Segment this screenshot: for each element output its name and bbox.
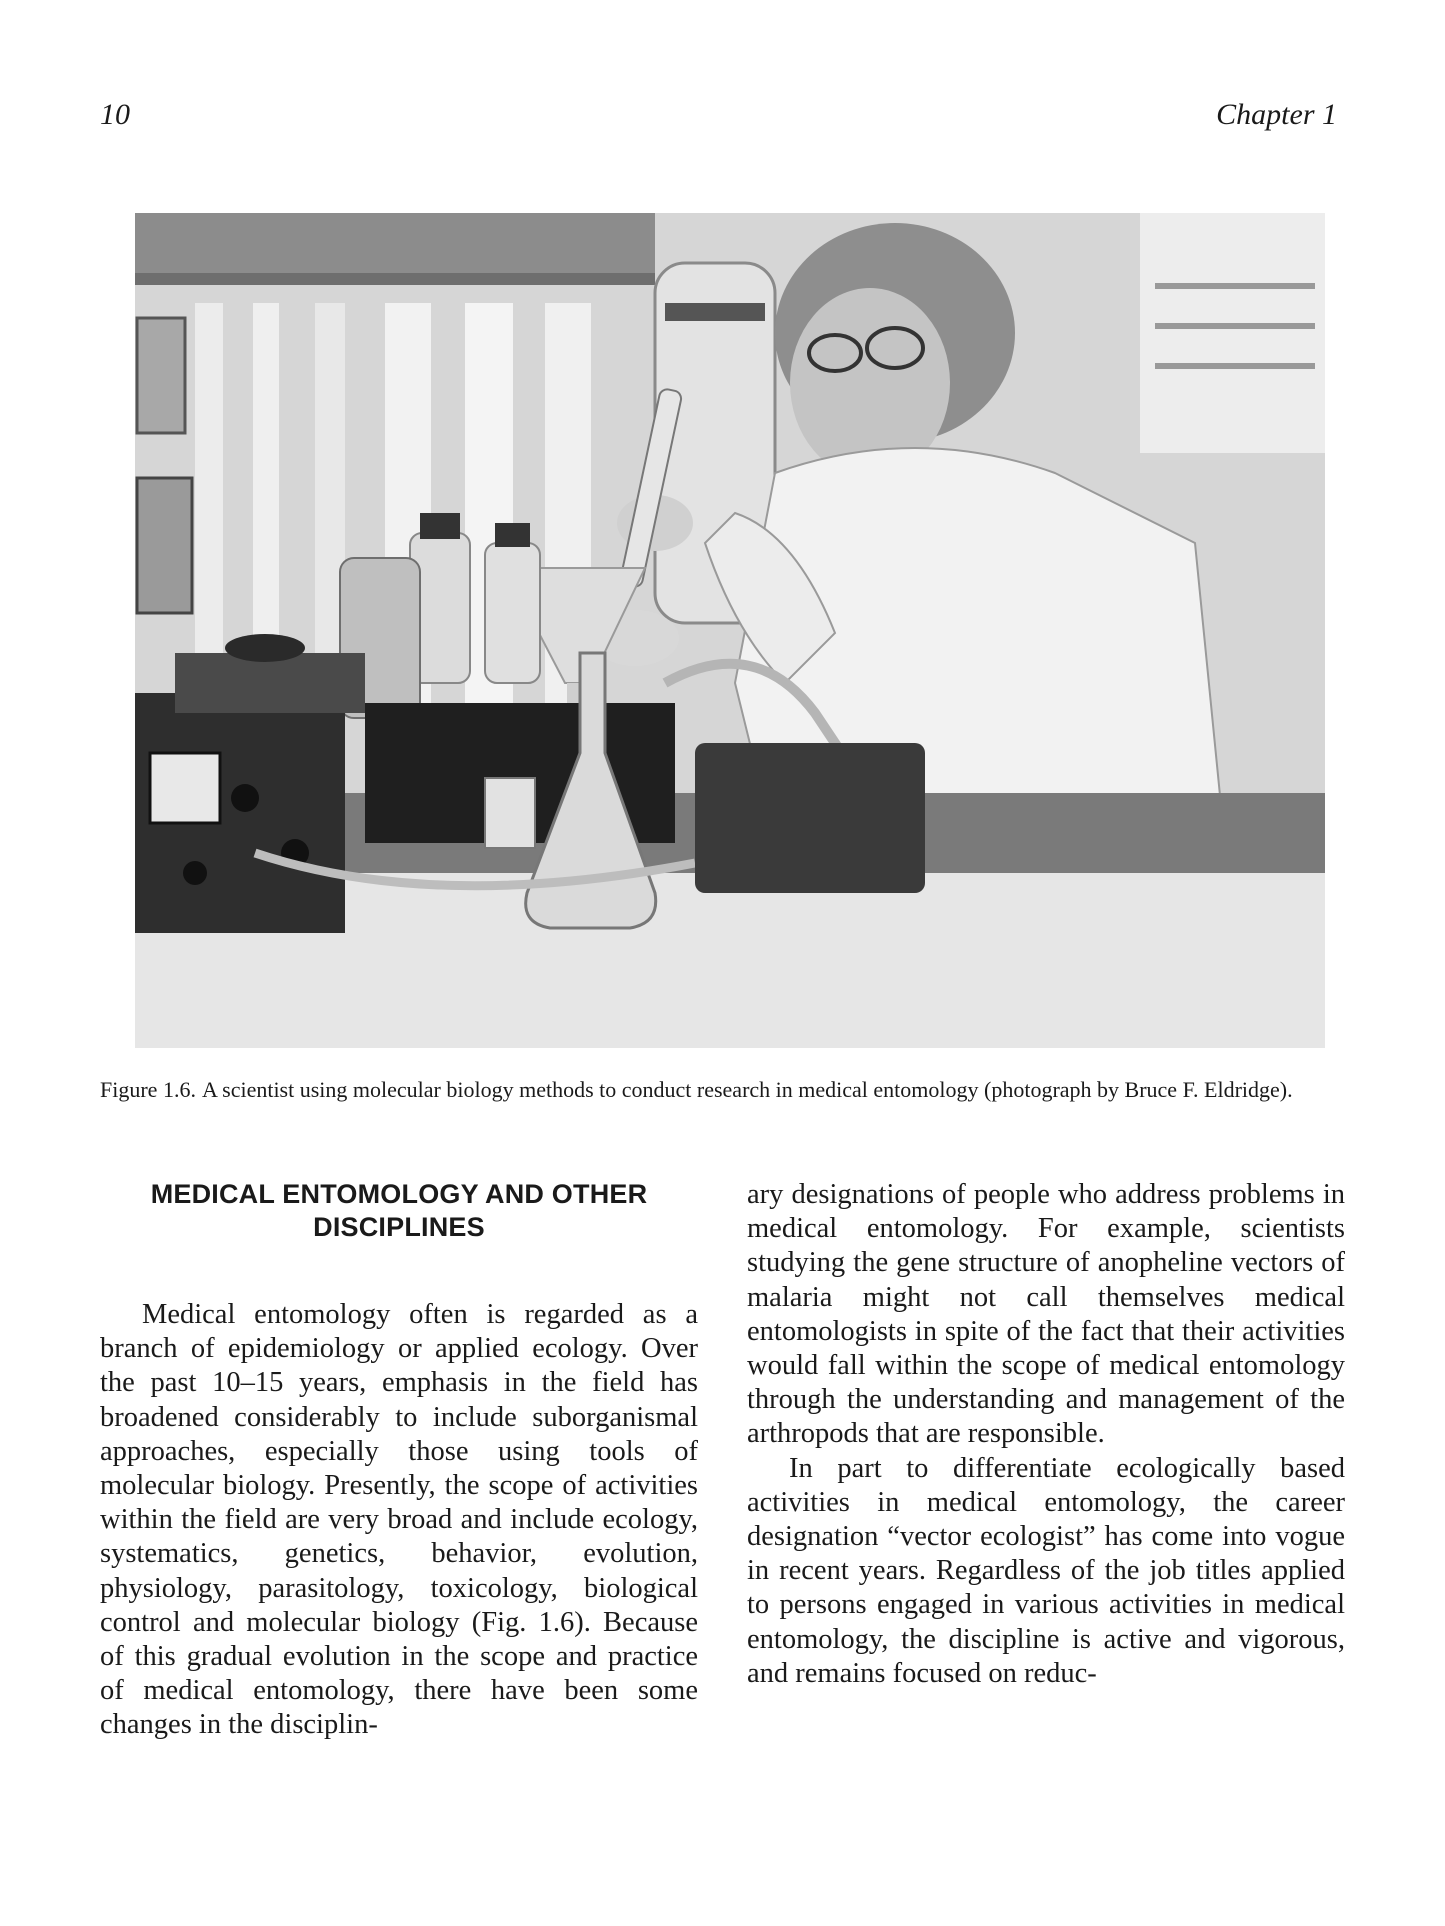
section-heading-line-2: DISCIPLINES (313, 1212, 485, 1242)
column-right (747, 1178, 1345, 1691)
figure-caption (100, 1075, 1340, 1105)
body-paragraph-3: In part to differentiate ecologically based activities in medical entomology, the career designation “vector ecologist” has come into vogue in recent years. Regardless of the job titles applied to persons engaged in various activities in medical entomology, the discipline is active and vigorous, and remains focused on reduc- (747, 1452, 1345, 1689)
section-heading-line-1: MEDICAL ENTOMOLOGY AND OTHER (150, 1179, 648, 1209)
body-paragraph-1: Medical entomology often is regarded as a branch of epidemiology or applied ecology. Over the past 10–15 years, emphasis in the field has broadened considerably to include suborganismal approaches, especially those using tools of molecular biology. Presently, the scope of activities within the field are very broad and include ecology, systematics, genetics, behavior, evolution, physiology, parasitology, toxicology, biological control and molecular biology (Fig. 1.6). Because of this gradual evolution in the scope and practice of medical entomology, there have been some changes in the disciplin- (100, 1299, 698, 1741)
column-left (100, 1178, 698, 1743)
section-heading (100, 1178, 698, 1244)
figure-label: Figure 1.6. (100, 1077, 196, 1102)
figure-photograph (135, 213, 1325, 1048)
page-number: 10 (100, 98, 130, 131)
running-head: Chapter 1 (1216, 98, 1337, 131)
figure-caption-text: A scientist using molecular biology methods to conduct research in medical entomology (photograph by Bruce F. Eldridge). (201, 1077, 1293, 1102)
lab-scene-illustration (135, 213, 1325, 1048)
body-paragraph-2: ary designations of people who address problems in medical entomology. For example, scientists studying the gene structure of anopheline vectors of malaria might not call themselves medical entomologists in spite of the fact that their activities would fall within the scope of medical entomology through the understanding and management of the arthropods that are responsible. (747, 1179, 1345, 1450)
